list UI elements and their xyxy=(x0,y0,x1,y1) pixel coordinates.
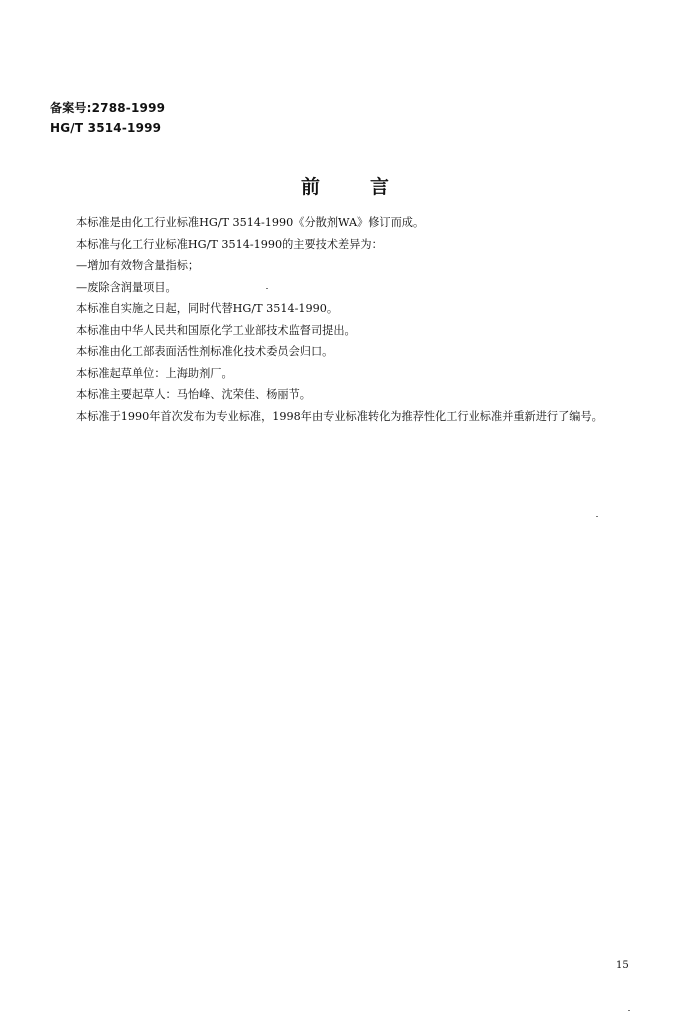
scan-speck xyxy=(596,516,598,517)
paragraph: 本标准由化工部表面活性剂标准化技术委员会归口。 xyxy=(76,345,334,358)
foreword-body xyxy=(54,212,644,427)
scan-speck xyxy=(266,288,268,289)
paragraph: 本标准于1990年首次发布为专业标准，1998年由专业标准转化为推荐性化工行业标准并重新进行了编号。 xyxy=(76,409,603,423)
scan-speck xyxy=(628,1010,630,1011)
paragraph: 本标准自实施之日起，同时代替HG/T 3514-1990。 xyxy=(76,302,339,315)
page-title xyxy=(0,172,692,199)
paragraph: 本标准是由化工行业标准HG/T 3514-1990《分散剂WA》修订而成。 xyxy=(76,216,425,229)
title-char-1: 前 xyxy=(300,176,322,198)
record-number: 备案号:2788-1999 xyxy=(50,101,166,115)
title-char-2: 言 xyxy=(370,176,392,198)
document-header xyxy=(50,98,165,138)
paragraph: 本标准由中华人民共和国原化学工业部技术监督司提出。 xyxy=(76,323,356,337)
paragraph: 本标准与化工行业标准HG/T 3514-1990的主要技术差异为： xyxy=(76,237,383,251)
paragraph: 本标准起草单位：上海助剂厂。 xyxy=(76,366,233,380)
page-number: 15 xyxy=(616,960,629,971)
paragraph: 本标准主要起草人：马怡峰、沈荣佳、杨丽节。 xyxy=(76,388,311,401)
list-item: —废除含润量项目。 xyxy=(76,280,177,294)
list-item: —增加有效物含量指标； xyxy=(76,259,200,272)
standard-code: HG/T 3514-1999 xyxy=(50,121,162,135)
